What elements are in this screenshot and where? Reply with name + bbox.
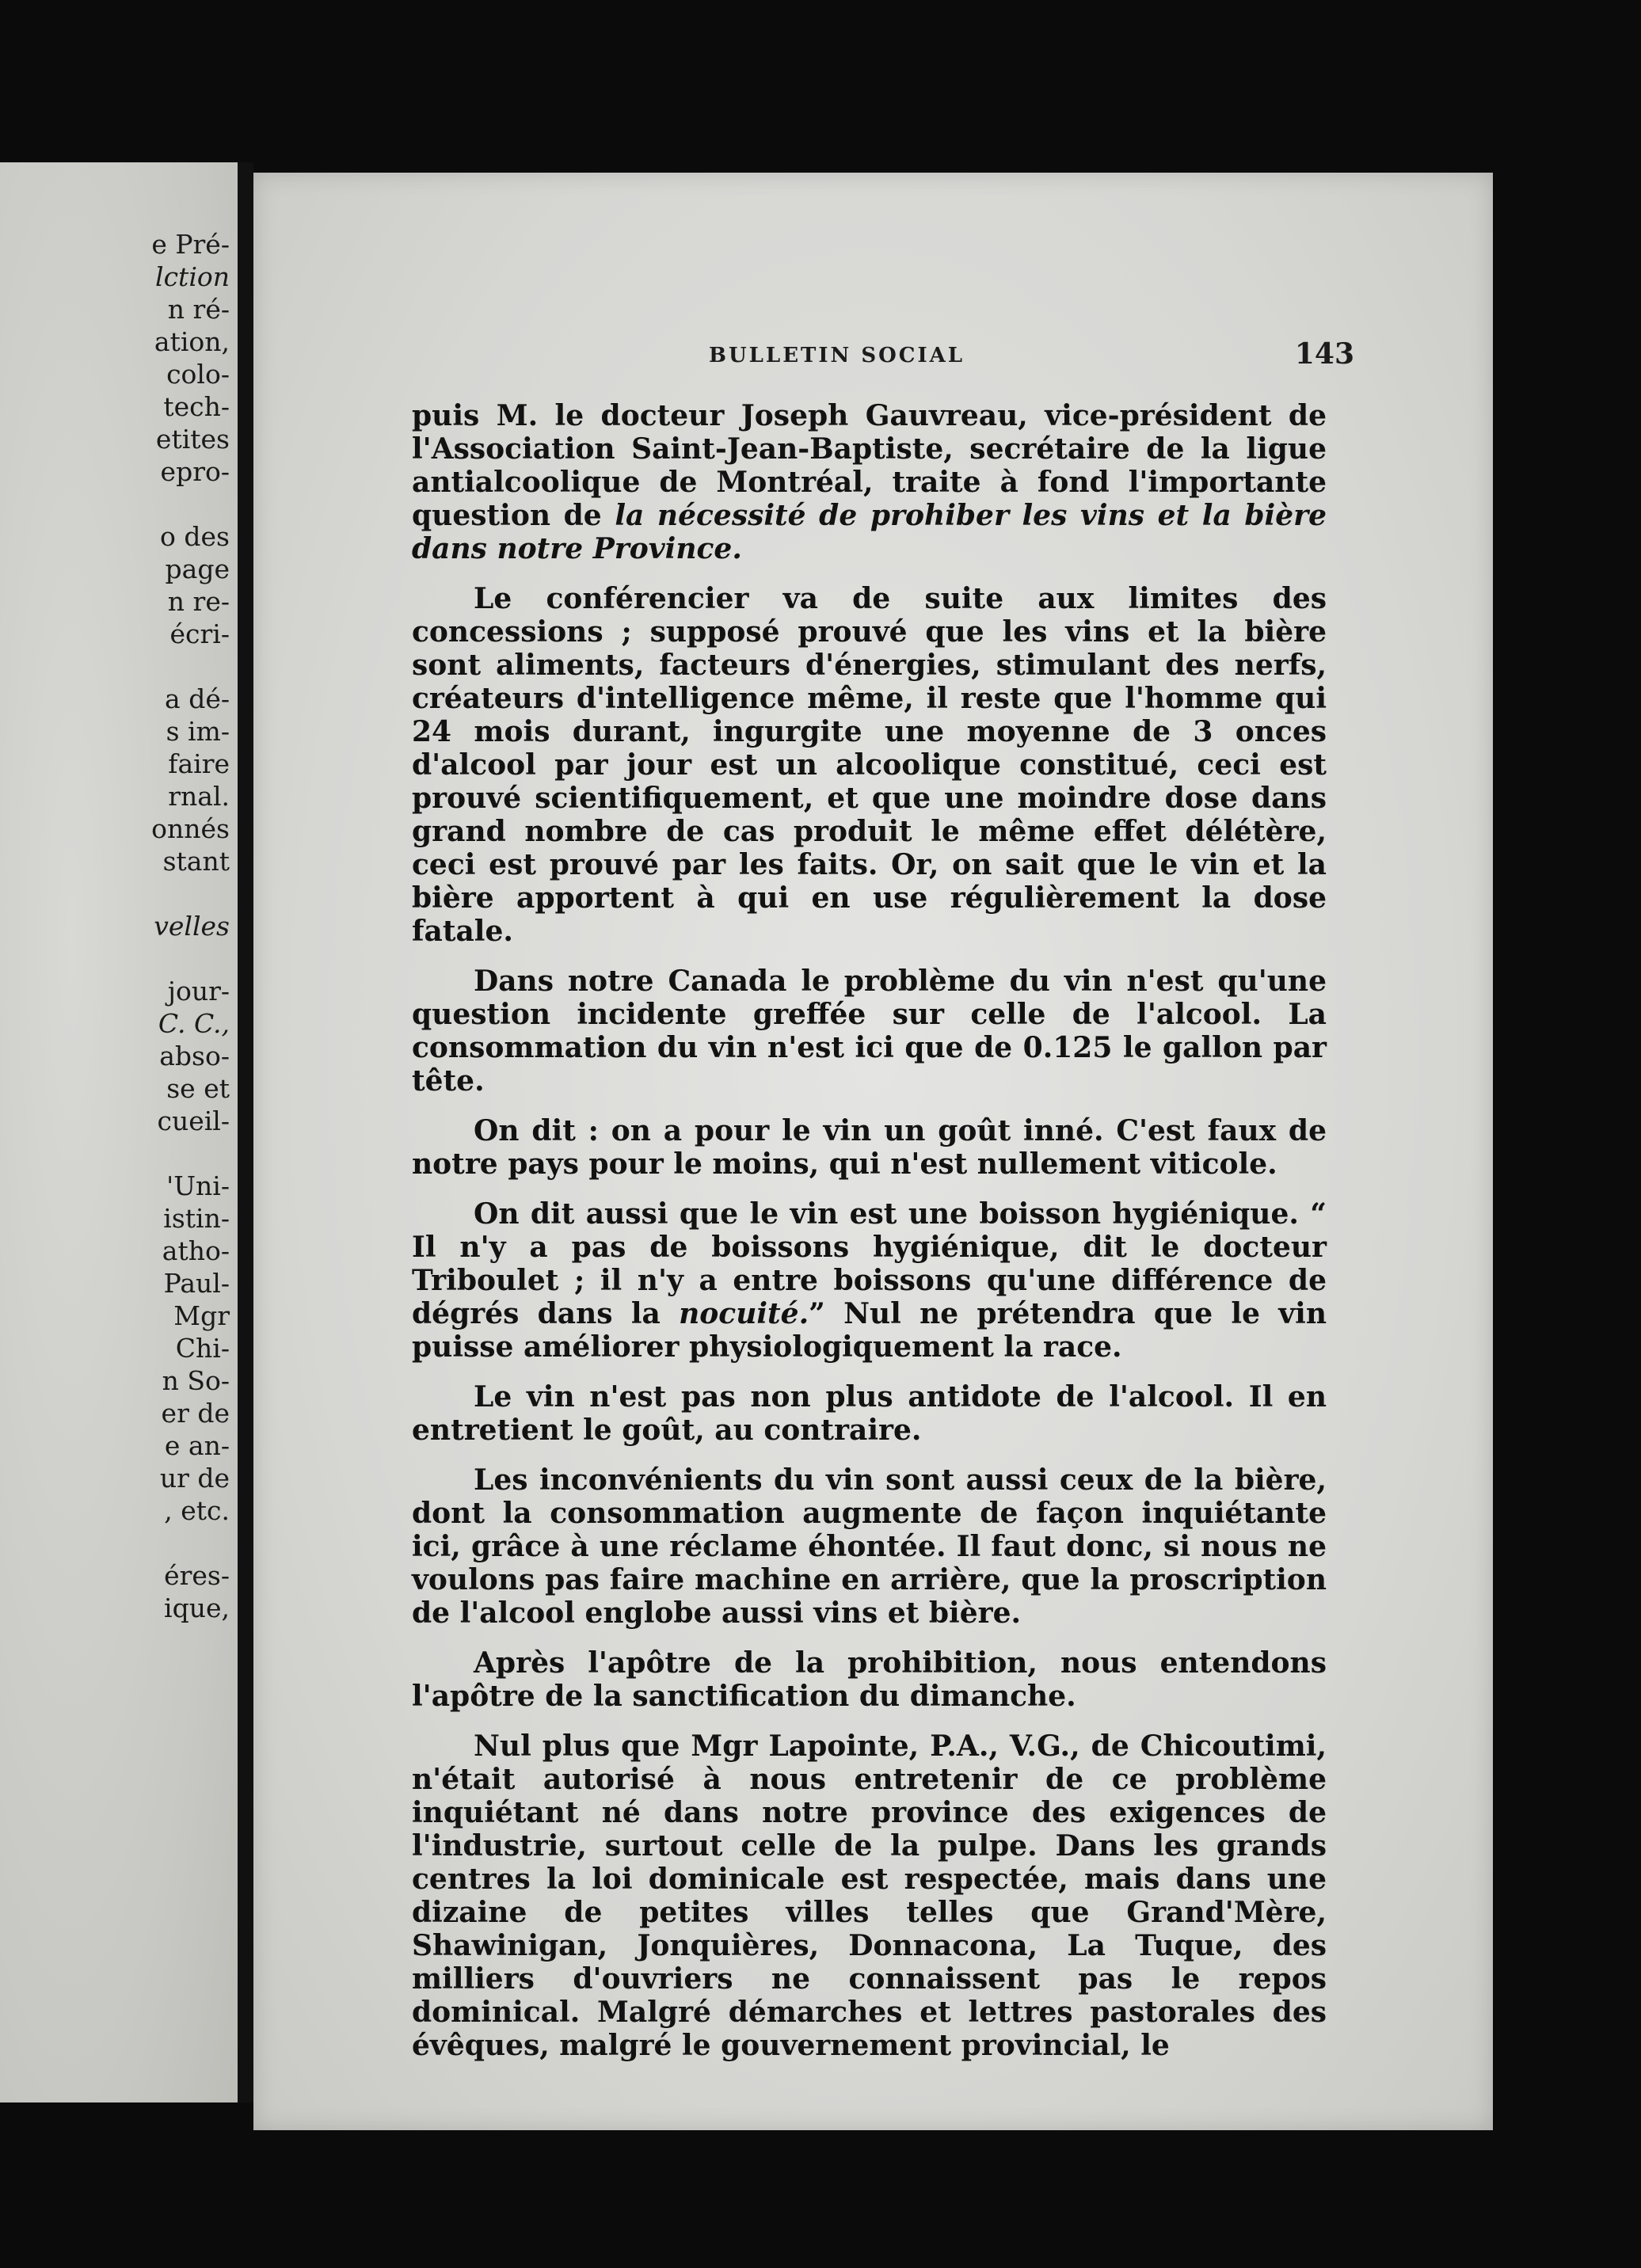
paragraph [412,1380,1327,1447]
paragraph [412,1114,1327,1181]
running-head: BULLETIN SOCIAL [709,344,965,367]
facing-page-line-fragment: ur de [159,1463,230,1494]
facing-page-line-fragment: lction [155,261,230,292]
facing-page-line-fragment: a dé- [165,683,230,714]
facing-page-line-fragment: se et [166,1073,230,1104]
facing-page-line-fragment: , etc. [164,1495,230,1526]
facing-page-line-fragment: ation, [154,326,230,357]
paragraph [412,965,1327,1098]
text-run: ” Nul ne prétendra que le vin puisse améliorer physiologiquement la race. [412,1297,1327,1364]
facing-page-line-fragment: er de [161,1398,230,1429]
facing-page-line-fragment: etites [155,424,230,455]
facing-page-edge [0,162,238,2102]
document-page [253,173,1493,2130]
body-text [412,399,1327,2079]
facing-page-line-fragment: e Pré- [151,229,230,260]
text-run: Le conférencier va de suite aux limites des concessions ; supposé prouvé que les vins et la bière sont aliments, facteurs d'énergies, stimulant des nerfs, créateurs d'intelligence même, il reste que l'homme qui 24 mois durant, ingurgite une moyenne de 3 onces d'alcool par jour est un alcoolique constitué, ceci est prouvé scientifiquement, et que une moindre dose dans grand nombre de cas produit le même effet délétère, ceci est prouvé par les faits. Or, on sait que le vin et la bière apportent à qui en use régulièrement la dose fatale. [412,582,1327,948]
facing-page-line-fragment: n re- [167,586,230,617]
facing-page-line-fragment: tech- [163,391,230,422]
text-run: On dit aussi que le vin est une boisson hygiénique. “ Il n'y a pas de boissons hygiénique, dit le docteur Triboulet ; il n'y a entre boissons qu'une différence de dégrés dans la [412,1197,1327,1330]
paragraph [412,582,1327,948]
text-run: Le vin n'est pas non plus antidote de l'alcool. Il en entretient le goût, au contraire. [412,1380,1327,1447]
facing-page-line-fragment: velles [154,911,230,942]
text-run: Les inconvénients du vin sont aussi ceux de la bière, dont la consommation augmente de façon inquiétante ici, grâce à une réclame éhontée. Il faut donc, si nous ne voulons pas faire machine en arrière, que la proscription de l'alcool englobe aussi vins et bière. [412,1463,1327,1630]
facing-page-line-fragment: colo- [166,359,230,390]
facing-page-line-fragment: écri- [169,618,230,649]
text-run: Nul plus que Mgr Lapointe, P.A., V.G., de Chicoutimi, n'était autorisé à nous entretenir de ce problème inquiétant né dans notre province des exigences de l'industrie, surtout celle de la pulpe. Dans les grands centres la loi dominicale est respectée, mais dans une dizaine de petites villes telles que Grand'Mère, Shawinigan, Jonquières, Donnacona, La Tuque, des milliers d'ouvriers ne connaissent pas le repos dominical. Malgré démarches et lettres pastorales des évêques, malgré le gouvernement provincial, le [412,1730,1327,2062]
facing-page-line-fragment: Paul- [163,1268,230,1299]
italic-run: la nécessité de prohiber les vins et la bière dans notre Province. [412,499,1327,565]
page-header [396,337,1354,377]
facing-page-line-fragment: abso- [159,1041,230,1071]
facing-page-line-fragment: o des [160,521,230,552]
facing-page-line-fragment: atho- [162,1235,230,1266]
facing-page-line-fragment: rnal. [168,781,230,812]
facing-page-line-fragment: Chi- [175,1333,230,1364]
page-gutter [238,162,253,2102]
paragraph [412,1730,1327,2062]
facing-page-line-fragment: jour- [167,976,230,1007]
paragraph [412,1463,1327,1630]
italic-run: nocuité. [679,1297,809,1330]
text-run: On dit : on a pour le vin un goût inné. C'est faux de notre pays pour le moins, qui n'est nullement viticole. [412,1114,1327,1181]
facing-page-line-fragment: e an- [164,1430,230,1461]
facing-page-line-fragment: faire [168,748,230,779]
facing-page-line-fragment: page [165,554,230,584]
facing-page-line-fragment: n ré- [167,294,230,325]
facing-page-line-fragment: C. C., [158,1008,230,1039]
facing-page-line-fragment: ique, [164,1593,230,1623]
paragraph [412,1646,1327,1713]
facing-page-line-fragment: n So- [162,1365,230,1396]
text-run: Après l'apôtre de la prohibition, nous entendons l'apôtre de la sanctification du dimanche. [412,1646,1327,1713]
facing-page-line-fragment: s im- [166,716,230,747]
page-number: 143 [1294,337,1354,371]
text-run: Dans notre Canada le problème du vin n'est qu'une question incidente greffée sur celle de l'alcool. La consommation du vin n'est ici que de 0.125 le gallon par tête. [412,965,1327,1098]
facing-page-line-fragment: éres- [164,1560,230,1591]
facing-page-line-fragment: istin- [163,1203,230,1234]
facing-page-line-fragment: onnés [151,813,230,844]
paragraph [412,1197,1327,1364]
facing-page-line-fragment: Mgr [173,1300,230,1331]
facing-page-line-fragment: epro- [160,456,230,487]
facing-page-line-fragment: cueil- [157,1105,230,1136]
paragraph [412,399,1327,565]
facing-page-line-fragment: stant [162,846,230,877]
facing-page-line-fragment: 'Uni- [166,1170,230,1201]
text-run: puis M. le docteur Joseph Gauvreau, vice-président de l'Association Saint-Jean-Baptiste, secrétaire de la ligue antialcoolique de Montréal, traite à fond l'importante question de [412,399,1327,532]
